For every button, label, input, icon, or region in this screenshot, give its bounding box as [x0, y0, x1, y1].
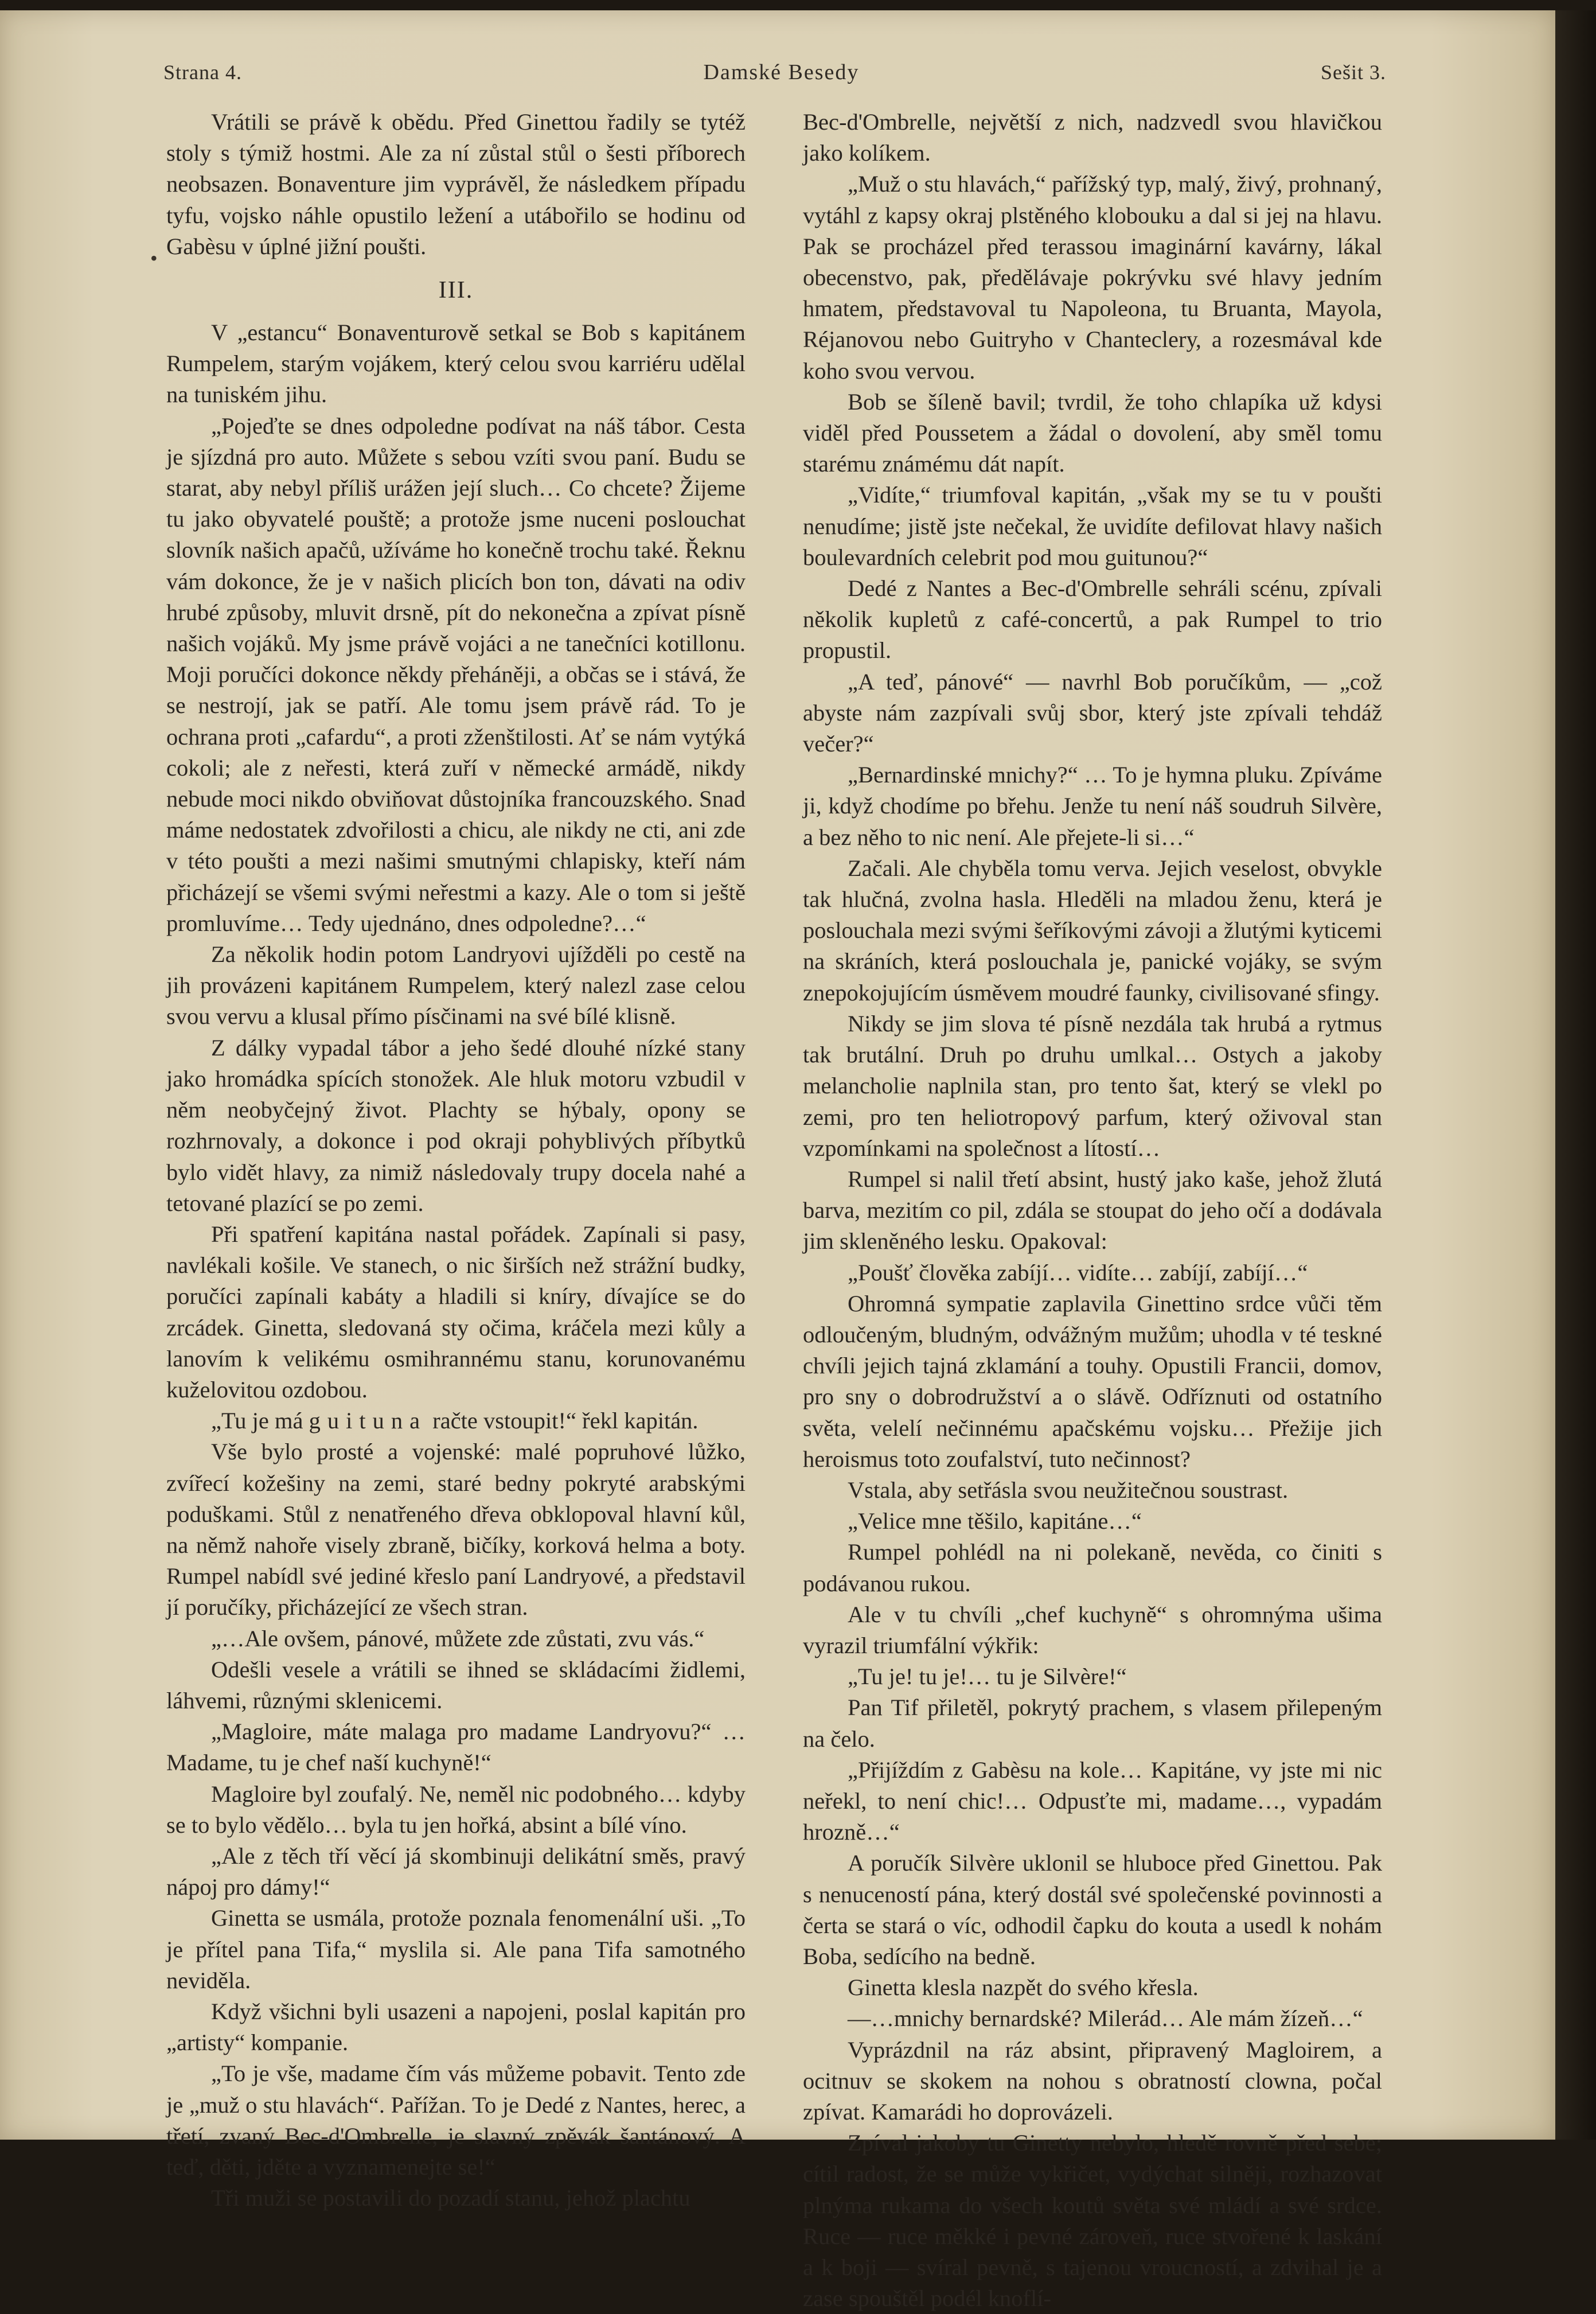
running-header	[163, 55, 1386, 89]
paragraph: Při spatření kapitána nastal pořádek. Zapínali si pasy, navlékali košile. Ve stanech, o nic širších než strážní budky, poručíci zapínali kabáty a hladili si kníry, dívajíce se do zrcádek. Ginetta, sledovaná sty očima, kráčela mezi kůly a lanovím k velikému osmihrannému stanu, korunovanému kuželovitou ozdobou.	[166, 1221, 746, 1403]
paragraph: Vrátili se právě k obědu. Před Ginettou řadily se tytéž stoly s týmiž hostmi. Ale za ní zůstal stůl o šesti příborech neobsazen. Bonaventure jim vyprávěl, že následkem případu tyfu, vojsko náhle opustilo ležení a utábořilo se hodinu od Gabèsu v úplné jižní poušti.	[166, 109, 746, 259]
paragraph: Vyprázdnil na ráz absint, připravený Magloirem, a ocitnuv se skokem na nohou s obratností clowna, počal zpívat. Kamarádi ho doprovázeli.	[803, 2036, 1382, 2125]
page-number: Strana 4.	[163, 61, 242, 84]
left-column	[166, 107, 746, 2211]
paragraph: Tři muži se postavili do pozadí stanu, jehož plachtu	[211, 2185, 690, 2211]
paragraph: „Poušť člověka zabíjí… vidíte… zabíjí, zabíjí…“	[848, 1259, 1308, 1285]
paragraph: Odešli vesele a vrátili se ihned se skládacími židlemi, láhvemi, různými sklenicemi.	[166, 1656, 746, 1713]
paragraph: „Pojeďte se dnes odpoledne podívat na náš tábor. Cesta je sjízdná pro auto. Můžete s sebou vzíti svou paní. Budu se starat, aby nebyl příliš urážen její sluch… Co chcete? Žijeme tu jako obyvatelé pouště; a protože jsme nuceni poslouchat slovník našich apačů, užíváme ho konečně trochu také. Řeknu vám dokonce, že je v našich plicích bon ton, dávati na odiv hrubé způsoby, mluvit drsně, pít do nekonečna a zpívat písně našich vojáků. My jsme právě vojáci a ne tanečníci kotillonu. Moji poručíci dokonce někdy přeháněji, a občas se i stává, že se nestrojí, jak se patří. Ale tomu jsem právě rád. To je ochrana proti „cafardu“, a proti zženštilosti. Ať se nám vytýká cokoli; ale z neřesti, která zuří v německé armádě, nikdy nebude moci nikdo obviňovat důstojníka francouzského. Snad máme nedostatek zdvořilosti a chicu, ale nikdy ne cti, ani zde v této poušti a mezi našimi smutnými chlapisky, kteří nám přicházejí se všemi svými neřestmi a kazy. Ale o tom si ještě promluvíme… Tedy ujednáno, dnes odpoledne?…“	[166, 412, 746, 936]
paragraph: Za několik hodin potom Landryovi ujížděli po cestě na jih provázeni kapitánem Rumpelem, který nalezl zase celou svou vervu a klusal přímo písčinami na své bílé klisně.	[166, 941, 746, 1030]
scan-edge	[1555, 10, 1596, 2140]
paragraph: Když všichni byli usazeni a napojeni, poslal kapitán pro „artisty“ kompanie.	[166, 1998, 746, 2056]
paragraph: —…mnichy bernardské? Milerád… Ale mám žízeň…“	[848, 2005, 1363, 2032]
text-run: „Tu je má	[211, 1408, 309, 1434]
issue-number: Sešit 3.	[1320, 61, 1386, 84]
magazine-page	[0, 10, 1555, 2312]
paragraph: „A teď, pánové“ — navrhl Bob poručíkům, — „což abyste nám zazpívali svůj sbor, který jste zpívali tehdáž večer?“	[803, 668, 1382, 757]
paragraph	[166, 1405, 746, 1436]
section-heading: III.	[438, 277, 474, 304]
magazine-title: Damské Besedy	[703, 60, 860, 84]
paragraph: Začali. Ale chyběla tomu verva. Jejich veselost, obvykle tak hlučná, zvolna hasla. Hleděli na mladou ženu, která je poslouchala mezi svými šeříkovými závoji a žlutými kyticemi na skráních, která poslouchala je, panické vojáky, se svým znepokojujícím úsměvem moudré faunky, civilisované sfingy.	[803, 855, 1382, 1006]
paragraph: Bec-d'Ombrelle, největší z nich, nadzvedl svou hlavičkou jako kolíkem.	[803, 109, 1382, 166]
paragraph: Rumpel si nalil třetí absint, hustý jako kaše, jehož žlutá barva, mezitím co pil, zdála se stoupat do jeho očí a dodávala jim skleněného lesku. Opakoval:	[803, 1166, 1382, 1255]
paragraph: A poručík Silvère uklonil se hluboce před Ginettou. Pak s nenuceností pána, který dostál své společenské povinnosti a čerta se stará o víc, odhodil čapku do kouta a usedl k nohám Boba, sedícího na bedně.	[803, 1850, 1382, 1969]
paragraph: Z dálky vypadal tábor a jeho šedé dlouhé nízké stany jako hromádka spících stonožek. Ale hluk motoru vzbudil v něm neobyčejný život. Plachty se hýbaly, opony se rozhrnovaly, a dokonce i pod okraji pohyblivých příbytků bylo vidět hlavy, za nimiž následovaly trupy docela nahé a tetované plazící se po zemi.	[166, 1034, 746, 1216]
paragraph: Ginetta klesla nazpět do svého křesla.	[848, 1974, 1199, 2001]
margin-mark: •	[150, 247, 158, 270]
paragraph: „Přijíždím z Gabèsu na kole… Kapitáne, vy jste mi nic neřekl, to není chic!… Odpusťte mi, madame…, vypadám hrozně…“	[803, 1756, 1382, 1845]
paragraph: „Tu je! tu je!… tu je Silvère!“	[848, 1664, 1127, 1690]
text-columns	[166, 107, 1382, 2312]
paragraph: „Ale z těch tří věcí já skombinuji delikátní směs, pravý nápoj pro dámy!“	[166, 1842, 746, 1900]
paragraph: Ohromná sympatie zaplavila Ginettino srdce vůči těm odloučeným, bludným, odvážným mužům; uhodla v té teskné chvíli jejich tajná zklamání a touhy. Opustili Francii, domov, pro sny o dobrodružství a o slávě. Odříznuti od ostatního světa, velelí nečinnému apačskému vojsku… Přežije jich heroismus toto zoufalství, tuto nečinnost?	[803, 1290, 1382, 1472]
paragraph: Nikdy se jim slova té písně nezdála tak hrubá a rytmus tak brutální. Druh po druhu umlkal… Ostych a jakoby melancholie naplnila stan, pro tento šat, který se vlekl po zemi, pro ten heliotropový parfum, který oživoval stan vzpomínkami na společnost a lítostí…	[803, 1010, 1382, 1161]
paragraph: „…Ale ovšem, pánové, můžete zde zůstati, zvu vás.“	[211, 1625, 705, 1651]
paragraph: V „estancu“ Bonaventurově setkal se Bob s kapitánem Rumpelem, starým vojákem, který celou svou karriéru udělal na tuniském jihu.	[166, 320, 746, 408]
paragraph: Magloire byl zoufalý. Ne, neměl nic podobného… kdyby se to bylo vědělo… byla tu jen hořká, absint a bílé víno.	[166, 1781, 746, 1838]
paragraph: „Velice mne těšilo, kapitáne…“	[848, 1508, 1142, 1534]
paragraph: „Muž o stu hlavách,“ pařížský typ, malý, živý, prohnaný, vytáhl z kapsy okraj plstěného klobouku a dal si jej na hlavu. Pak se procházel před terassou imaginární kavárny, lákal obecenstvo, pak, předělávaje pokrývku své hlavy jedním hmatem, představoval tu Napoleona, tu Bruanta, Mayola, Réjanovou nebo Guitryho v Chanteclerу, a rozesmával kde koho svou vervou.	[803, 171, 1382, 384]
paragraph: „Magloire, máte malaga pro madame Landryovu?“ …Madame, tu je chef naší kuchyně!“	[166, 1719, 746, 1776]
paragraph: Ale v tu chvíli „chef kuchyně“ s ohromnýma ušima vyrazil triumfální výkřik:	[803, 1601, 1382, 1658]
paragraph: „To je vše, madame čím vás můžeme pobavit. Tento zde je „muž o stu hlavách“. Pařížan. To je Dedé z Nantes, herec, a třetí, zvaný Bec-d'Ombrelle, je slavný zpěvák šantánový. A teď, děti, jděte a vyznamenejte se!“	[166, 2060, 746, 2180]
spaced-word: guituna	[309, 1408, 427, 1434]
right-column	[803, 107, 1382, 2312]
paragraph: Dedé z Nantes a Bec-d'Ombrelle sehráli scénu, zpívali několik kupletů z café-concertů, a pak Rumpel to trio propustil.	[803, 575, 1382, 664]
paragraph: Pan Tif přiletěl, pokrytý prachem, s vlasem přilepeným na čelo.	[803, 1694, 1382, 1752]
text-run: račte vstoupit!“ řekl kapitán.	[427, 1408, 699, 1434]
paragraph: Rumpel pohlédl na ni polekaně, nevěda, co činiti s podávanou rukou.	[803, 1539, 1382, 1596]
paragraph: Zpíval jakoby tu Ginetty nebylo, hledě rovně před sebe; cítil radost, že se může vykřičet, vydýchat silněji, rozhazovat plnýma rukama do všech koutů světa své mládí a své srdce. Ruce — ruce měkké i pevné zároveň, ruce stvořené k laskání a k boji — svíral pevně, s tajenou vroucností, a zdvihal je a zase spouštěl podél knoflí-	[803, 2130, 1382, 2312]
paragraph: Vstala, aby setřásla svou neužitečnou soustrast.	[848, 1477, 1289, 1503]
paragraph: „Bernardinské mnichy?“ … To je hymna pluku. Zpíváme ji, když chodíme po břehu. Jenže tu není náš soudruh Silvère, a bez něho to nic není. Ale přejete-li si…“	[803, 762, 1382, 850]
paragraph: Ginetta se usmála, protože poznala fenomenální uši. „To je přítel pana Tifa,“ myslila si. Ale pana Tifa samotného neviděla.	[166, 1905, 746, 1993]
paragraph: Bob se šíleně bavil; tvrdil, že toho chlapíka už kdysi viděl před Poussetem a žádal o dovolení, aby směl tomu starému známému dát napít.	[803, 388, 1382, 477]
paragraph: Vše bylo prosté a vojenské: malé popruhové lůžko, zvířecí kožešiny na zemi, staré bedny pokryté arabskými poduškami. Stůl z nenatřeného dřeva obklopoval hlavní kůl, na němž nahoře visely zbraně, bičíky, korková helma a boty. Rumpel nabídl své jediné křeslo paní Landryové, a představil jí poručíky, přicházející ze všech stran.	[166, 1439, 746, 1620]
paragraph: „Vidíte,“ triumfoval kapitán, „však my se tu v poušti nenudíme; jistě jste nečekal, že uvidíte defilovat hlavy našich boulevardních celebrit pod mou guitunou?“	[803, 482, 1382, 570]
